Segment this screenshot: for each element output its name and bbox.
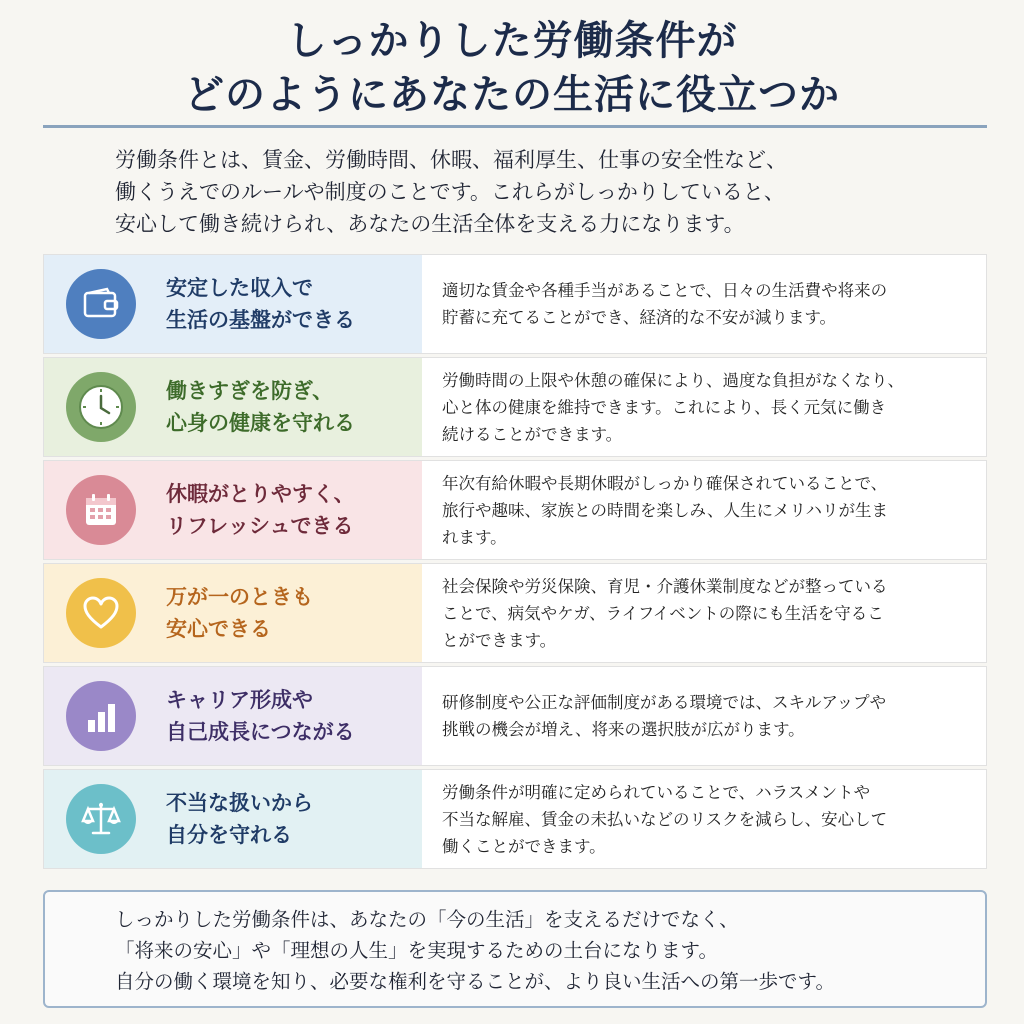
benefit-heading-line: 自分を守れる (166, 823, 292, 847)
benefit-description-cell (422, 667, 986, 765)
benefit-description-line: とができます。 (442, 630, 557, 650)
intro-line-3: 安心して働き続けられ、あなたの生活全体を支える力になります。 (115, 212, 745, 236)
benefit-description (442, 470, 888, 551)
benefit-heading-cell (44, 358, 422, 456)
benefit-heading (166, 272, 355, 336)
benefit-heading-line: 万が一のときも (166, 585, 313, 609)
benefit-description (442, 573, 888, 654)
title-divider (43, 125, 987, 128)
benefit-row (43, 769, 987, 869)
intro-text (115, 144, 975, 240)
benefit-description-line: ことで、病気やケガ、ライフイベントの際にも生活を守るこ (442, 603, 884, 623)
summary-box (43, 890, 987, 1008)
summary-line-1: しっかりした労働条件は、あなたの「今の生活」を支えるだけでなく、 (115, 908, 739, 931)
title-line-2: どのようにあなたの生活に役立つか (184, 72, 840, 118)
benefit-row (43, 666, 987, 766)
intro-line-1: 労働条件とは、賃金、労働時間、休暇、福利厚生、仕事の安全性など、 (115, 148, 787, 172)
benefit-description-line: 社会保険や労災保険、育児・介護休業制度などが整っている (442, 576, 888, 596)
benefit-heading (166, 684, 355, 748)
benefit-description-line: 研修制度や公正な評価制度がある環境では、スキルアップや (442, 693, 887, 712)
benefit-row (43, 357, 987, 457)
benefit-description-cell (422, 358, 986, 456)
benefit-description-line: 年次有給休暇や長期休暇がしっかり確保されていることで、 (442, 473, 888, 493)
benefit-description-cell (422, 770, 986, 868)
benefit-description-line: 労働時間の上限や休憩の確保により、過度な負担がなくなり、 (442, 370, 904, 390)
benefit-heading-line: 休暇がとりやすく、 (166, 482, 355, 506)
benefit-heading-line: キャリア形成や (166, 688, 313, 712)
bar-chart-icon (66, 681, 136, 751)
benefit-heading-line: 生活の基盤ができる (166, 308, 355, 332)
heart-icon (66, 578, 136, 648)
benefit-row (43, 563, 987, 663)
clock-icon (66, 372, 136, 442)
benefit-heading-line: リフレッシュできる (166, 514, 354, 538)
title-line-1: しっかりした労働条件が (286, 18, 738, 64)
benefit-heading-cell (44, 461, 422, 559)
benefit-heading-line: 働きすぎを防ぎ、 (166, 379, 334, 403)
benefit-description (442, 779, 887, 860)
benefit-heading (166, 478, 355, 542)
benefit-description-cell (422, 255, 986, 353)
benefit-description-line: 不当な解雇、賃金の未払いなどのリスクを減らし、安心して (442, 809, 888, 829)
wallet-icon (66, 269, 136, 339)
benefit-heading (166, 581, 313, 645)
benefit-description-cell (422, 461, 986, 559)
benefit-description-line: れます。 (442, 527, 507, 547)
benefit-description-line: 旅行や趣味、家族との時間を楽しみ、人生にメリハリが生ま (442, 500, 888, 520)
benefit-description-cell (422, 564, 986, 662)
benefit-heading (166, 375, 355, 439)
benefit-row (43, 254, 987, 354)
summary-line-2: 「将来の安心」や「理想の人生」を実現するための土台になります。 (115, 939, 718, 962)
scales-icon (66, 784, 136, 854)
benefit-description-line: 続けることができます。 (442, 424, 623, 444)
benefit-description (442, 689, 886, 743)
benefit-heading-line: 不当な扱いから (166, 791, 313, 815)
benefit-heading-cell (44, 667, 422, 765)
benefit-heading-cell (44, 564, 422, 662)
benefit-description (442, 277, 887, 331)
benefit-heading-cell (44, 255, 422, 353)
benefit-row (43, 460, 987, 560)
page-title (0, 14, 1024, 122)
benefit-description-line: 労働条件が明確に定められていることで、ハラスメントや (442, 782, 871, 802)
summary-line-3: 自分の働く環境を知り、必要な権利を守ることが、より良い生活への第一歩です。 (115, 970, 835, 993)
benefit-description-line: 貯蓄に充てることができ、経済的な不安が減ります。 (442, 308, 837, 327)
benefit-heading-line: 心身の健康を守れる (166, 411, 355, 435)
benefit-heading-line: 安心できる (166, 617, 271, 641)
benefit-heading-line: 自己成長につながる (166, 720, 355, 744)
calendar-icon (66, 475, 136, 545)
benefit-heading-line: 安定した収入で (166, 276, 313, 300)
benefit-description (442, 367, 904, 448)
benefit-description-line: 挑戦の機会が増え、将来の選択肢が広がります。 (442, 720, 805, 739)
benefit-description-line: 適切な賃金や各種手当があることで、日々の生活費や将来の (442, 281, 888, 300)
benefit-description-line: 働くことができます。 (442, 836, 606, 856)
intro-line-2: 働くうえでのルールや制度のことです。これらがしっかりしていると、 (115, 180, 785, 204)
benefit-heading (166, 787, 313, 851)
benefit-description-line: 心と体の健康を維持できます。これにより、長く元気に働き (442, 397, 887, 417)
benefit-heading-cell (44, 770, 422, 868)
